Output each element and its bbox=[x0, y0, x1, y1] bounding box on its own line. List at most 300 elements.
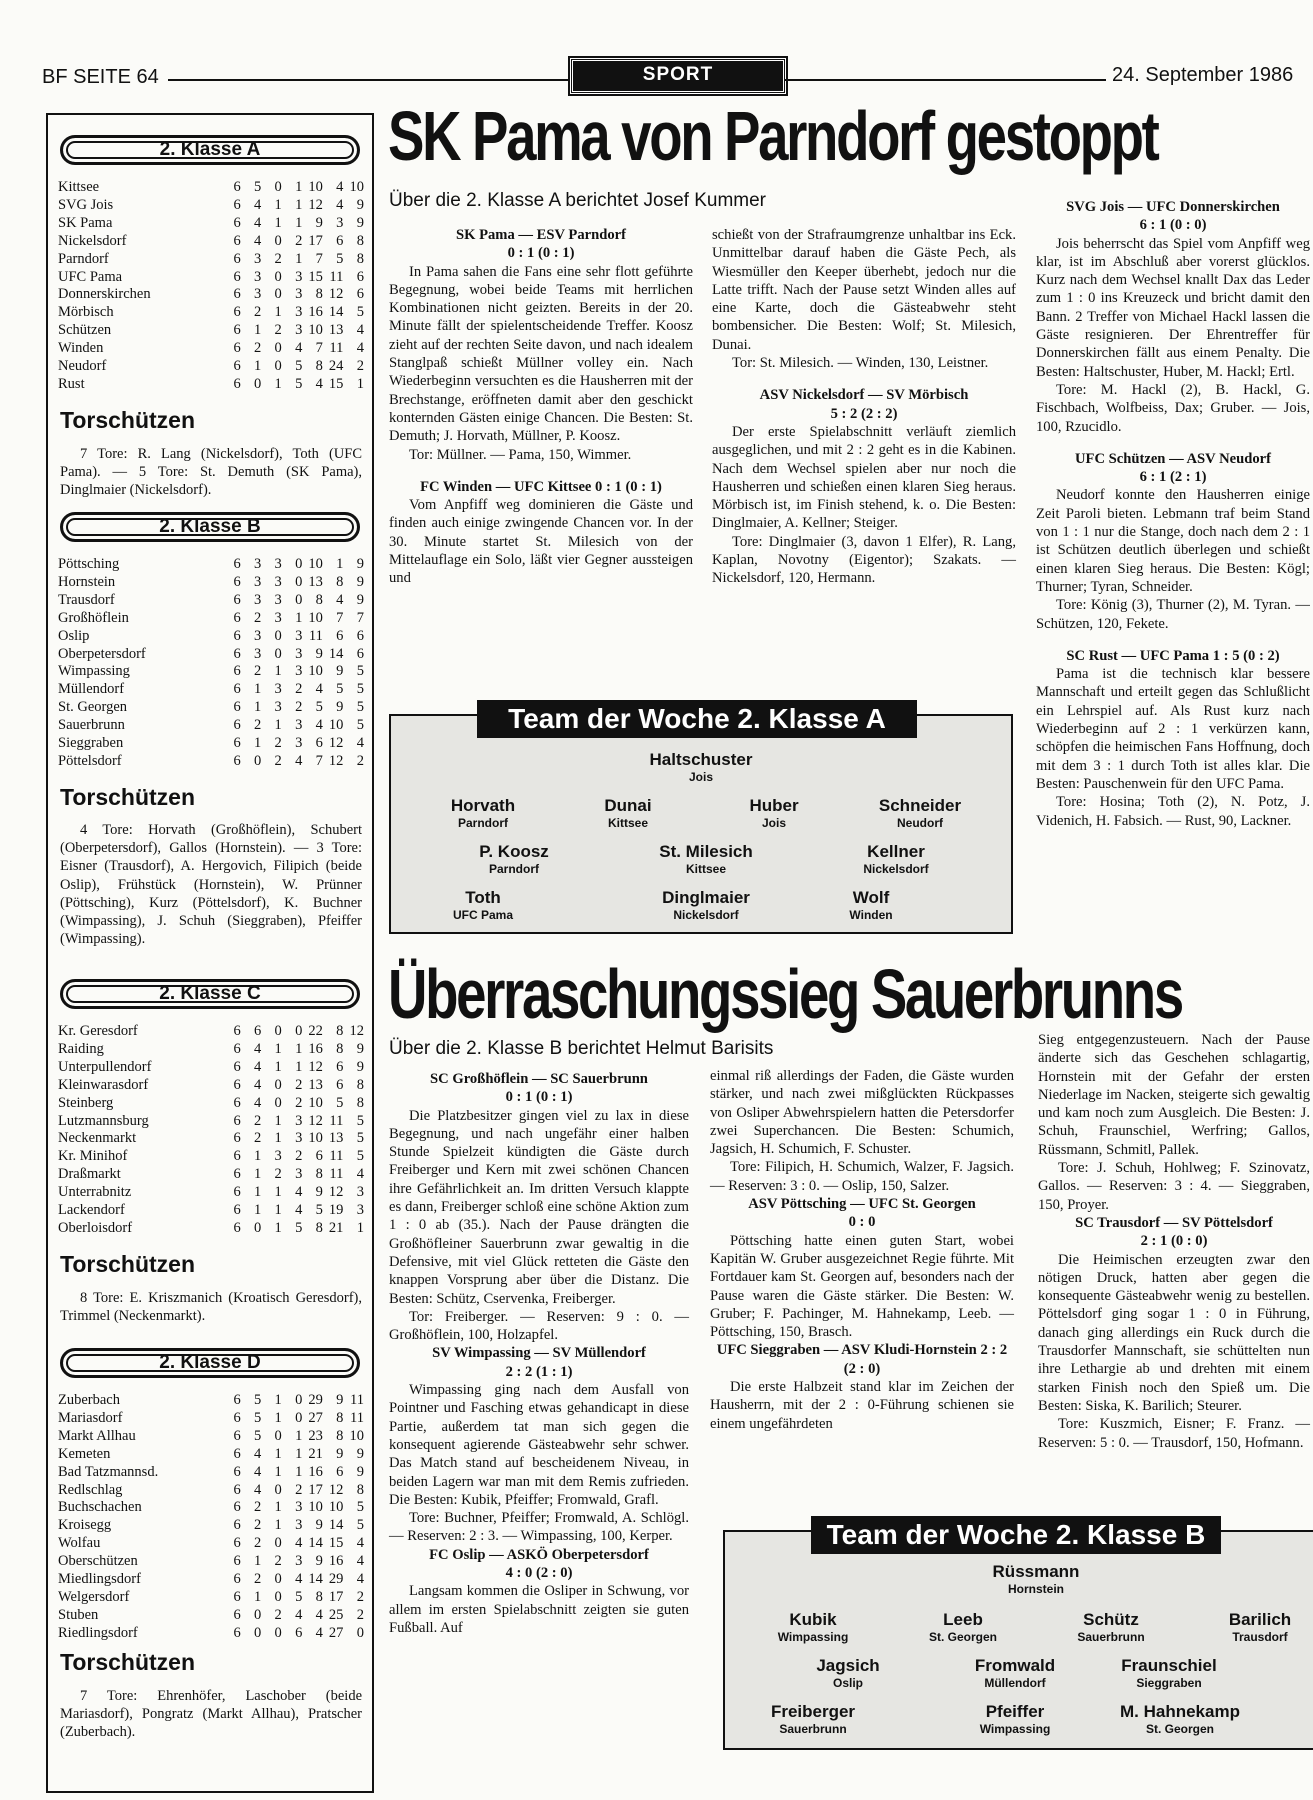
standings-row bbox=[58, 1446, 364, 1464]
player-name: Pfeiffer bbox=[985, 1702, 1045, 1721]
standings-value: 1 bbox=[295, 250, 303, 267]
standings-value: 0 bbox=[274, 358, 282, 375]
standings-row bbox=[58, 1041, 364, 1059]
standings-value: 10 bbox=[308, 322, 323, 339]
match-heading: 2 : 1 (0 : 0) bbox=[1140, 1233, 1208, 1250]
article-b-column-2 bbox=[710, 1067, 1014, 1433]
team-of-week-a-title: Team der Woche 2. Klasse A bbox=[477, 700, 917, 738]
standings-value: 5 bbox=[336, 250, 344, 267]
team-player bbox=[758, 1656, 938, 1690]
standings-value: 6 bbox=[233, 1409, 241, 1426]
standings-value: 4 bbox=[295, 1571, 303, 1588]
standings-value: 3 bbox=[295, 717, 303, 734]
standings-value: 1 bbox=[274, 1112, 282, 1129]
standings-value: 12 bbox=[328, 1481, 344, 1498]
standings-value: 6 bbox=[295, 1624, 303, 1641]
standings-value: 6 bbox=[336, 1076, 344, 1093]
team-name: Zuberbach bbox=[58, 1392, 120, 1408]
standings-value: 1 bbox=[274, 1499, 282, 1516]
match-heading: UFC Schützen — ASV Neudorf bbox=[1075, 450, 1271, 467]
standings-value: 1 bbox=[274, 1219, 282, 1236]
paragraph: Die Platzbesitzer gingen viel zu lax in diese Begegnung, und nach ungefähr einer halben Stunde Spielzeit kündigten die Gäste durch Freiberger und Kern mit zwei schönen Chancen ihre Gefährlichkeit an. Im dritten Versuch klappte es dann, Freiberger schloß eine schöne Aktion zum 1 : 0 ab (35.). Nach der Pause drängten die Großhöfleiner Sauerbrunn zwar gewaltig in die Defensive, mit viel Glück retteten die Gäste den knappen Vorsprung aber über die Distanz. Die Besten: Schütz, Cservenka, Freiberger. bbox=[389, 1107, 689, 1307]
standings-value: 1 bbox=[274, 663, 282, 680]
article-b-column-1 bbox=[389, 1070, 689, 1637]
player-name: Huber bbox=[749, 796, 799, 815]
standings-value: 10 bbox=[349, 1427, 364, 1444]
standings-value: 1 bbox=[356, 1219, 364, 1236]
standings-value: 5 bbox=[254, 1427, 262, 1444]
player-club: Wimpassing bbox=[979, 1722, 1051, 1736]
standings-value: 0 bbox=[295, 1409, 303, 1426]
standings-value: 1 bbox=[274, 1202, 282, 1219]
standings-value: 8 bbox=[336, 1409, 344, 1426]
standings-value: 1 bbox=[274, 304, 282, 321]
standings-value: 6 bbox=[233, 735, 241, 752]
standings-value: 13 bbox=[308, 573, 323, 590]
standings-row bbox=[58, 1607, 364, 1625]
standings-value: 5 bbox=[356, 681, 364, 698]
standings-value: 14 bbox=[308, 1535, 323, 1552]
standings-value: 3 bbox=[295, 286, 303, 303]
standings-value: 1 bbox=[295, 196, 303, 213]
standings-value: 2 bbox=[274, 1553, 282, 1570]
header-rule-right bbox=[784, 79, 1106, 81]
standings-row bbox=[58, 179, 364, 197]
standings-value: 3 bbox=[274, 573, 282, 590]
standings-value: 0 bbox=[274, 340, 282, 357]
standings-value: 4 bbox=[254, 1481, 262, 1498]
standings-row bbox=[58, 663, 364, 681]
standings-value: 1 bbox=[274, 1463, 282, 1480]
player-club: Wimpassing bbox=[777, 1630, 849, 1644]
paragraph: Wimpassing ging nach dem Ausfall von Pointner und Fasching etwas gehandicapt in diese Partie, außerdem tat man sich gegen die konsequent agierende Gästeabwehr sehr schwer. Das Match stand auf bescheidenem Niveau, in beiden Lagern war man mit dem Remis zufrieden. Die Besten: Kubik, Pfeiffer; Fromwald, Grafl. bbox=[389, 1382, 689, 1508]
team-name: Schützen bbox=[58, 322, 112, 339]
standings-value: 6 bbox=[336, 1463, 344, 1480]
standings-value: 11 bbox=[329, 340, 344, 357]
page-number: BF SEITE 64 bbox=[42, 66, 159, 88]
standings-value: 2 bbox=[254, 609, 262, 626]
standings-value: 6 bbox=[233, 214, 241, 231]
standings-value: 10 bbox=[308, 609, 323, 626]
player-club: Kittsee bbox=[685, 862, 726, 876]
standings-value: 15 bbox=[308, 268, 323, 285]
player-name: Kellner bbox=[867, 842, 925, 861]
standings-value: 27 bbox=[328, 1624, 344, 1641]
article-a-column-2 bbox=[712, 226, 1016, 588]
standings-value: 9 bbox=[336, 663, 344, 680]
standings-value: 8 bbox=[336, 573, 344, 590]
standings-value: 16 bbox=[308, 304, 323, 321]
standings-value: 3 bbox=[274, 556, 282, 572]
standings-value: 4 bbox=[254, 232, 262, 249]
standings-value: 1 bbox=[274, 1184, 282, 1201]
match-heading: 5 : 2 (2 : 2) bbox=[830, 405, 898, 422]
standings-value: 6 bbox=[233, 752, 241, 769]
standings-value: 13 bbox=[308, 1076, 323, 1093]
paragraph: schießt von der Strafraumgrenze unhaltbar ins Eck. Unmittelbar darauf haben die Gäste Pech, als Wiesmüller den Keeper überhebt, jedoch nur die Latte trifft. Nach der Pause setzt Winden alles auf eine Karte, doch die Gästeabwehr steht bombensicher. Die Besten: Wolf; St. Milesich, Dunai. bbox=[712, 227, 1016, 353]
team-player bbox=[830, 796, 1010, 830]
team-name: Buchschachen bbox=[58, 1499, 142, 1516]
standings-value: 13 bbox=[328, 1130, 344, 1147]
team-name: Pöttsching bbox=[58, 556, 120, 572]
standings-value: 0 bbox=[274, 1023, 282, 1039]
standings-row bbox=[58, 1625, 364, 1643]
standings-value: 5 bbox=[356, 1517, 364, 1534]
standings-value: 12 bbox=[328, 752, 344, 769]
standings-value: 6 bbox=[233, 609, 241, 626]
standings-value: 6 bbox=[233, 699, 241, 716]
standings-value: 3 bbox=[254, 286, 262, 303]
paragraph: Der erste Spielabschnitt verläuft ziemlich ausgeglichen, und mit 2 : 2 geht es in die Kabinen. Nach dem Wechsel spielen aber nur noch die Hausherren und schießen einen klaren Sieg heraus. Mörbisch ist, im Finish stehend, k. o. Die Besten: Dinglmaier, A. Kellner; Steiger. bbox=[712, 423, 1016, 532]
standings-value: 9 bbox=[356, 1040, 364, 1057]
match-heading: ASV Nickelsdorf — SV Mörbisch bbox=[759, 387, 969, 404]
standings-value: 11 bbox=[329, 1148, 344, 1165]
standings-value: 4 bbox=[356, 1166, 364, 1183]
standings-value: 2 bbox=[295, 699, 303, 716]
standings-value: 5 bbox=[356, 717, 364, 734]
standings-value: 6 bbox=[233, 556, 241, 572]
player-club: Jois bbox=[688, 770, 713, 784]
standings-value: 5 bbox=[254, 1409, 262, 1426]
match-heading: SC Großhöflein — SC Sauerbrunn bbox=[430, 1071, 648, 1087]
standings-value: 0 bbox=[254, 375, 262, 392]
match-heading: 2 : 2 (1 : 1) bbox=[505, 1363, 573, 1380]
standings-value: 4 bbox=[254, 1040, 262, 1057]
standings-value: 2 bbox=[295, 232, 303, 249]
standings-value: 5 bbox=[315, 1202, 323, 1219]
team-of-week-b bbox=[723, 1519, 1313, 1750]
team-name: Kroisegg bbox=[58, 1517, 112, 1534]
standings-value: 10 bbox=[308, 663, 323, 680]
standings-row bbox=[58, 646, 364, 664]
match-heading: 0 : 1 (0 : 1) bbox=[505, 1089, 573, 1106]
team-player bbox=[806, 842, 986, 876]
standings-value: 9 bbox=[315, 645, 323, 662]
standings-value: 4 bbox=[336, 196, 344, 213]
team-name: Mariasdorf bbox=[58, 1409, 123, 1426]
team-name: Oberschützen bbox=[58, 1553, 138, 1570]
standings-value: 3 bbox=[274, 681, 282, 698]
team-name: Hornstein bbox=[58, 573, 116, 590]
paragraph: Tore: Hosina; Toth (2), N. Potz, J. Videnich, H. Fabsich. — Rust, 90, Lackner. bbox=[1036, 794, 1310, 829]
team-player bbox=[393, 888, 573, 922]
standings-row bbox=[58, 1589, 364, 1607]
standings-value: 4 bbox=[254, 1094, 262, 1111]
standings-row bbox=[58, 340, 364, 358]
standings-value: 1 bbox=[295, 1427, 303, 1444]
standings-row bbox=[58, 215, 364, 233]
standings-row bbox=[58, 1553, 364, 1571]
article-b-column-3 bbox=[1038, 1031, 1310, 1452]
standings-value: 5 bbox=[336, 681, 344, 698]
standings-value: 9 bbox=[356, 1058, 364, 1075]
standings-value: 6 bbox=[356, 286, 364, 303]
klasse-a-scorers: 7 Tore: R. Lang (Nickelsdorf), Toth (UFC Pama). — 5 Tore: St. Demuth (SK Pama), Dinglmaier (Nickelsdorf). bbox=[60, 446, 362, 499]
team-player bbox=[1090, 1702, 1270, 1736]
standings-value: 10 bbox=[308, 556, 323, 572]
team-name: Steinberg bbox=[58, 1094, 114, 1111]
standings-value: 12 bbox=[328, 1184, 344, 1201]
standings-value: 6 bbox=[233, 645, 241, 662]
standings-value: 8 bbox=[315, 358, 323, 375]
standings-value: 9 bbox=[336, 699, 344, 716]
standings-value: 2 bbox=[295, 1481, 303, 1498]
player-name: St. Milesich bbox=[659, 842, 753, 861]
standings-value: 9 bbox=[356, 214, 364, 231]
standings-value: 29 bbox=[328, 1571, 344, 1588]
standings-value: 2 bbox=[295, 681, 303, 698]
klasse-b-scorers-title: Torschützen bbox=[60, 784, 196, 810]
standings-value: 2 bbox=[254, 1517, 262, 1534]
standings-value: 5 bbox=[356, 304, 364, 321]
standings-value: 4 bbox=[295, 340, 303, 357]
standings-value: 29 bbox=[308, 1392, 323, 1408]
player-name: Fromwald bbox=[974, 1656, 1056, 1675]
standings-value: 6 bbox=[233, 304, 241, 321]
team-player bbox=[616, 842, 796, 876]
klasse-c-table bbox=[58, 1023, 364, 1238]
match-heading: SC Trausdorf — SV Pöttelsdorf bbox=[1075, 1214, 1273, 1231]
match-heading: SC Rust — UFC Pama 1 : 5 (0 : 2) bbox=[1066, 647, 1280, 664]
standings-value: 3 bbox=[356, 1202, 364, 1219]
player-club: Jois bbox=[761, 816, 786, 830]
player-club: UFC Pama bbox=[452, 908, 514, 922]
player-club: Kittsee bbox=[607, 816, 648, 830]
team-name: Miedlingsdorf bbox=[58, 1571, 141, 1588]
standings-value: 16 bbox=[328, 1553, 344, 1570]
standings-value: 6 bbox=[233, 1202, 241, 1219]
team-player bbox=[616, 888, 796, 922]
standings-value: 6 bbox=[315, 735, 323, 752]
standings-value: 1 bbox=[295, 214, 303, 231]
standings-value: 6 bbox=[336, 1058, 344, 1075]
standings-value: 0 bbox=[274, 232, 282, 249]
standings-value: 11 bbox=[329, 268, 344, 285]
standings-value: 3 bbox=[295, 268, 303, 285]
team-player bbox=[1170, 1610, 1313, 1644]
standings-value: 3 bbox=[295, 663, 303, 680]
klasse-b-table bbox=[58, 556, 364, 771]
standings-value: 1 bbox=[274, 214, 282, 231]
standings-value: 6 bbox=[233, 717, 241, 734]
standings-value: 6 bbox=[233, 573, 241, 590]
standings-value: 0 bbox=[295, 591, 303, 608]
team-player bbox=[723, 1702, 903, 1736]
standings-value: 4 bbox=[295, 1202, 303, 1219]
standings-value: 2 bbox=[254, 1535, 262, 1552]
klasse-a-scorers-title: Torschützen bbox=[60, 407, 196, 433]
match-heading: FC Oslip — ASKÖ Oberpetersdorf bbox=[429, 1546, 649, 1563]
standings-value: 6 bbox=[233, 1166, 241, 1183]
standings-value: 6 bbox=[233, 1023, 241, 1039]
standings-row bbox=[58, 1113, 364, 1131]
standings-row bbox=[58, 1095, 364, 1113]
player-club: Winden bbox=[849, 908, 893, 922]
standings-panel bbox=[46, 113, 374, 1793]
standings-value: 8 bbox=[356, 1094, 364, 1111]
standings-value: 0 bbox=[254, 1624, 262, 1641]
standings-value: 6 bbox=[233, 1463, 241, 1480]
standings-value: 6 bbox=[233, 1535, 241, 1552]
standings-value: 12 bbox=[308, 1112, 323, 1129]
standings-value: 9 bbox=[315, 1517, 323, 1534]
player-club: Nickelsdorf bbox=[863, 862, 929, 876]
standings-value: 6 bbox=[233, 1571, 241, 1588]
standings-row bbox=[58, 197, 364, 215]
standings-value: 8 bbox=[356, 232, 364, 249]
standings-value: 1 bbox=[356, 375, 364, 392]
standings-row bbox=[58, 1059, 364, 1077]
standings-row bbox=[58, 304, 364, 322]
standings-value: 1 bbox=[254, 681, 262, 698]
standings-value: 3 bbox=[254, 556, 262, 572]
standings-value: 1 bbox=[295, 1463, 303, 1480]
standings-value: 0 bbox=[274, 179, 282, 195]
standings-value: 3 bbox=[254, 268, 262, 285]
standings-value: 0 bbox=[274, 1571, 282, 1588]
standings-value: 14 bbox=[328, 1517, 344, 1534]
player-name: M. Hahnekamp bbox=[1120, 1702, 1240, 1721]
standings-value: 1 bbox=[274, 1445, 282, 1462]
standings-value: 6 bbox=[233, 250, 241, 267]
player-name: Toth bbox=[465, 888, 501, 907]
standings-value: 6 bbox=[356, 268, 364, 285]
section-label: SPORT bbox=[570, 58, 786, 94]
standings-value: 16 bbox=[308, 1040, 323, 1057]
standings-row bbox=[58, 1077, 364, 1095]
team-name: Welgersdorf bbox=[58, 1588, 130, 1605]
player-club: Trausdorf bbox=[1232, 1630, 1288, 1644]
standings-row bbox=[58, 1428, 364, 1446]
standings-value: 6 bbox=[233, 1606, 241, 1623]
byline-a: Über die 2. Klasse A berichtet Josef Kummer bbox=[389, 190, 767, 211]
player-name: Freiberger bbox=[770, 1702, 856, 1721]
standings-value: 2 bbox=[274, 735, 282, 752]
standings-value: 0 bbox=[274, 1535, 282, 1552]
standings-value: 5 bbox=[295, 1588, 303, 1605]
standings-value: 3 bbox=[254, 645, 262, 662]
standings-value: 2 bbox=[295, 1148, 303, 1165]
standings-value: 1 bbox=[274, 1058, 282, 1075]
player-name: Schneider bbox=[878, 796, 962, 815]
standings-value: 24 bbox=[328, 358, 344, 375]
player-club: Hornstein bbox=[1007, 1582, 1064, 1596]
standings-value: 0 bbox=[254, 1606, 262, 1623]
standings-value: 0 bbox=[274, 1588, 282, 1605]
standings-value: 3 bbox=[295, 1166, 303, 1183]
standings-value: 5 bbox=[336, 1094, 344, 1111]
team-name: Kemeten bbox=[58, 1445, 111, 1462]
standings-value: 17 bbox=[308, 232, 323, 249]
team-name: Sauerbrunn bbox=[58, 717, 125, 734]
team-name: SK Pama bbox=[58, 214, 113, 231]
standings-value: 5 bbox=[254, 179, 262, 195]
standings-value: 4 bbox=[336, 179, 344, 195]
player-name: Haltschuster bbox=[649, 750, 753, 769]
standings-value: 4 bbox=[254, 214, 262, 231]
player-club: Neudorf bbox=[897, 816, 943, 830]
klasse-a-title: 2. Klasse A bbox=[60, 135, 360, 165]
team-name: Neckenmarkt bbox=[58, 1130, 137, 1147]
standings-value: 1 bbox=[254, 322, 262, 339]
standings-value: 3 bbox=[274, 609, 282, 626]
team-name: Bad Tatzmannsd. bbox=[58, 1463, 159, 1480]
team-name: Unterpullendorf bbox=[58, 1058, 152, 1075]
paragraph: Sieg entgegenzusteuern. Nach der Pause änderte sich das Geschehen schlagartig, Hornstein mit der Gefahr der ersten Niederlage im Nacken, steigerte sich gewaltig und kam noch zum Ausgleich. Die Besten: J. Schuh, Fraunschiel, Werfring; Gallos, Rüssmann, Schmitl, Pallek. bbox=[1038, 1032, 1310, 1158]
standings-value: 2 bbox=[274, 1606, 282, 1623]
match-heading: 6 : 1 (0 : 0) bbox=[1139, 217, 1207, 234]
standings-row bbox=[58, 358, 364, 376]
standings-value: 3 bbox=[295, 322, 303, 339]
standings-value: 12 bbox=[308, 196, 323, 213]
standings-value: 2 bbox=[254, 1571, 262, 1588]
standings-value: 9 bbox=[356, 573, 364, 590]
standings-value: 5 bbox=[356, 1499, 364, 1516]
standings-value: 3 bbox=[356, 1184, 364, 1201]
standings-value: 14 bbox=[308, 1571, 323, 1588]
klasse-d-title: 2. Klasse D bbox=[60, 1348, 360, 1378]
standings-value: 9 bbox=[356, 556, 364, 572]
standings-value: 4 bbox=[295, 1184, 303, 1201]
standings-value: 6 bbox=[233, 1112, 241, 1129]
standings-row bbox=[58, 376, 364, 394]
standings-value: 12 bbox=[328, 735, 344, 752]
standings-row bbox=[58, 233, 364, 251]
standings-value: 6 bbox=[233, 196, 241, 213]
standings-value: 9 bbox=[315, 1184, 323, 1201]
standings-row bbox=[58, 556, 364, 574]
standings-row bbox=[58, 1571, 364, 1589]
standings-value: 1 bbox=[254, 1184, 262, 1201]
standings-row bbox=[58, 1392, 364, 1410]
paragraph: Vom Anpfiff weg dominieren die Gäste und finden auch einige zwingende Chancen vor. In der 30. Minute startet St. Milesich von der Mittelauflage ein Solo, läßt vier Gegner aussteigen und bbox=[389, 497, 693, 587]
standings-row bbox=[58, 1148, 364, 1166]
standings-value: 8 bbox=[336, 1023, 344, 1039]
standings-value: 10 bbox=[328, 1499, 344, 1516]
team-player bbox=[925, 1656, 1105, 1690]
standings-value: 0 bbox=[274, 645, 282, 662]
player-club: St. Georgen bbox=[1145, 1722, 1214, 1736]
standings-value: 1 bbox=[274, 375, 282, 392]
standings-value: 19 bbox=[328, 1202, 344, 1219]
headline-b: Überraschungssieg Sauerbrunns bbox=[388, 955, 1182, 1033]
standings-value: 6 bbox=[233, 1553, 241, 1570]
standings-row bbox=[58, 681, 364, 699]
paragraph: Tore: Kuszmich, Eisner; F. Franz. — Reserven: 5 : 0. — Trausdorf, 150, Hofmann. bbox=[1038, 1416, 1310, 1451]
standings-value: 6 bbox=[233, 627, 241, 644]
standings-value: 1 bbox=[295, 1445, 303, 1462]
standings-value: 6 bbox=[233, 1445, 241, 1462]
standings-value: 0 bbox=[356, 1624, 364, 1641]
standings-value: 1 bbox=[295, 1058, 303, 1075]
standings-value: 21 bbox=[308, 1445, 323, 1462]
standings-value: 0 bbox=[295, 556, 303, 572]
klasse-d-scorers: 7 Tore: Ehrenhöfer, Laschober (beide Mariasdorf), Pongratz (Markt Allhau), Pratscher (Zuberbach). bbox=[60, 1688, 362, 1741]
paragraph: einmal riß allerdings der Faden, die Gäste wurden stärker, und nach zwei mißglückten Rückpasses von Osliper Abwehrspielern hatten die Petersdorfer zwei Superchancen. Die Besten: Schumich, Jagsich, H. Schumich, F. Schuster. bbox=[710, 1068, 1014, 1158]
team-name: Kleinwarasdorf bbox=[58, 1076, 149, 1093]
standings-value: 11 bbox=[308, 627, 323, 644]
player-club: St. Georgen bbox=[928, 1630, 997, 1644]
standings-value: 1 bbox=[274, 1130, 282, 1147]
standings-value: 17 bbox=[308, 1481, 323, 1498]
standings-value: 2 bbox=[274, 250, 282, 267]
standings-value: 4 bbox=[254, 1058, 262, 1075]
team-name: Rust bbox=[58, 375, 85, 392]
standings-value: 1 bbox=[274, 1409, 282, 1426]
team-name: Wimpassing bbox=[58, 663, 130, 680]
standings-value: 13 bbox=[328, 322, 344, 339]
team-name: Mörbisch bbox=[58, 304, 114, 321]
